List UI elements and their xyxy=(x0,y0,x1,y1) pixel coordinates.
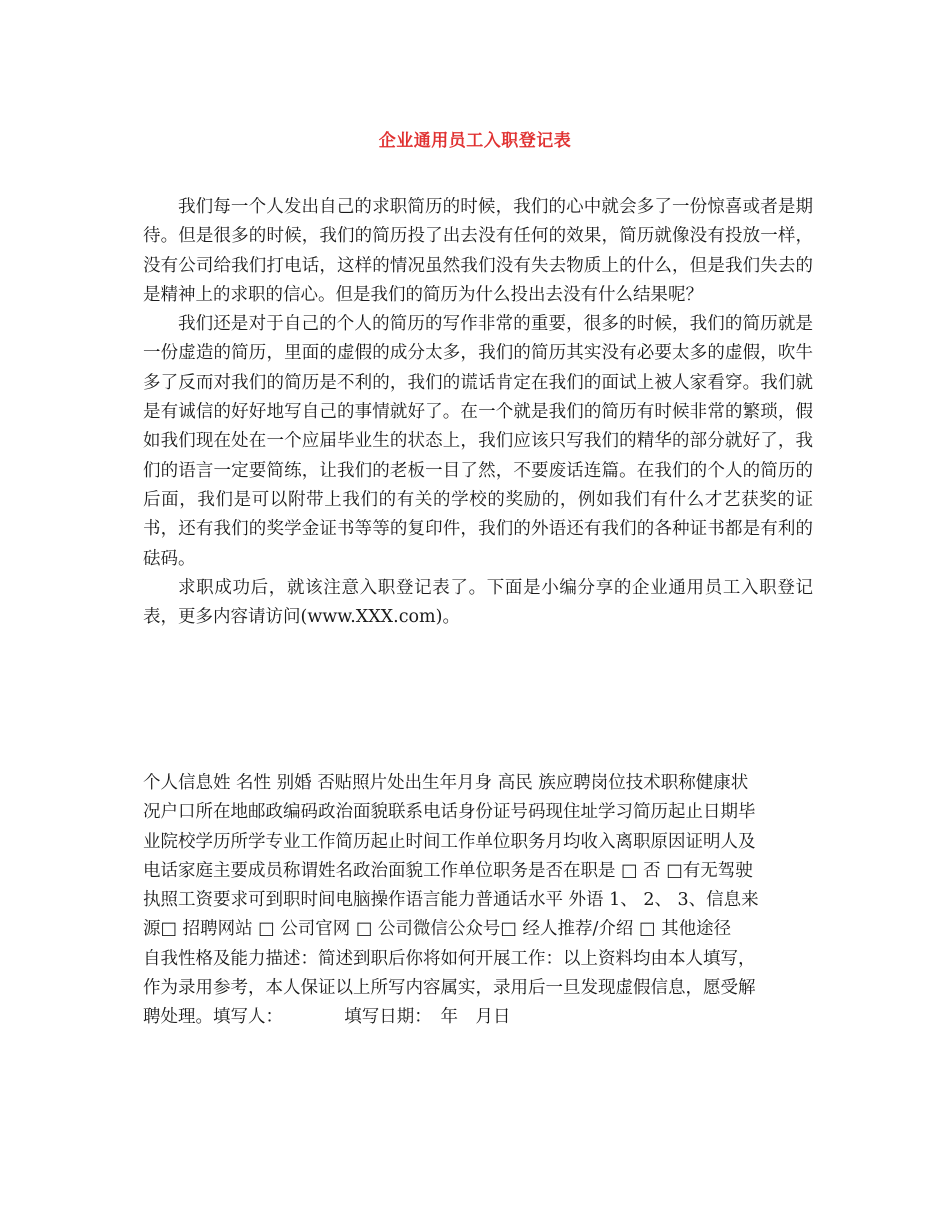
form-line: 电话家庭主要成员称谓姓名政治面貌工作单位职务是否在职是 □ 否 □有无驾驶 xyxy=(143,860,753,881)
paragraph-3: 求职成功后，就该注意入职登记表了。下面是小编分享的企业通用员工入职登记表，更多内容请访问(www.XXX.com)。 xyxy=(143,577,813,628)
form-line: 源□ 招聘网站 □ 公司官网 □ 公司微信公众号□ 经人推荐/介绍 □ 其他途径 xyxy=(143,919,732,940)
form-line: 作为录用参考，本人保证以上所写内容属实，录用后一旦发现虚假信息，愿受解 xyxy=(143,978,756,999)
form-line: 个人信息姓 名性 别婚 否贴照片处出生年月身 高民 族应聘岗位技术职称健康状 xyxy=(143,773,749,793)
paragraph-2: 我们还是对于自己的个人的简历的写作非常的重要，很多的时候，我们的简历就是一份虚造的简历，里面的虚假的成分太多，我们的简历其实没有必要太多的虚假，吹牛多了反而对我们的简历是不利的，我们的谎话肯定在我们的面试上被人家看穿。我们就是有诚信的好好地写自己的事情就好了。在一个就是我们的简历有时候非常的繁琐，假如我们现在处在一个应届毕业生的状态上，我们应该只写我们的精华的部分就好了，我们的语言一定要简练，让我们的老板一目了然，不要废话连篇。在我们的个人的简历的后面，我们是可以附带上我们的有关的学校的奖励的，例如我们有什么才艺获奖的证书，还有我们的奖学金证书等等的复印件，我们的外语还有我们的各种证书都是有利的砝码。 xyxy=(143,314,813,569)
form-line: 自我性格及能力描述：简述到职后你将如何开展工作：以上资料均由本人填写， xyxy=(143,948,756,969)
registration-form-text xyxy=(143,769,815,1033)
form-line: 执照工资要求可到职时间电脑操作语言能力普通话水平 外语 1、 2、 3、信息来 xyxy=(143,890,759,911)
form-line: 业院校学历所学专业工作简历起止时间工作单位职务月均收入离职原因证明人及 xyxy=(143,831,756,852)
document-body xyxy=(143,193,813,632)
document-title: 企业通用员工入职登记表 xyxy=(378,131,572,151)
paragraph-1: 我们每一个人发出自己的求职简历的时候，我们的心中就会多了一份惊喜或者是期待。但是很多的时候，我们的简历投了出去没有任何的效果，简历就像没有投放一样，没有公司给我们打电话，这样的情况虽然我们没有失去物质上的什么，但是我们失去的是精神上的求职的信心。但是我们的简历为什么投出去没有什么结果呢？ xyxy=(143,197,813,305)
form-line: 况户口所在地邮政编码政治面貌联系电话身份证号码现住址学习简历起止日期毕 xyxy=(143,802,756,823)
form-line: 聘处理。填写人： 填写日期： 年 月日 xyxy=(143,1007,511,1028)
